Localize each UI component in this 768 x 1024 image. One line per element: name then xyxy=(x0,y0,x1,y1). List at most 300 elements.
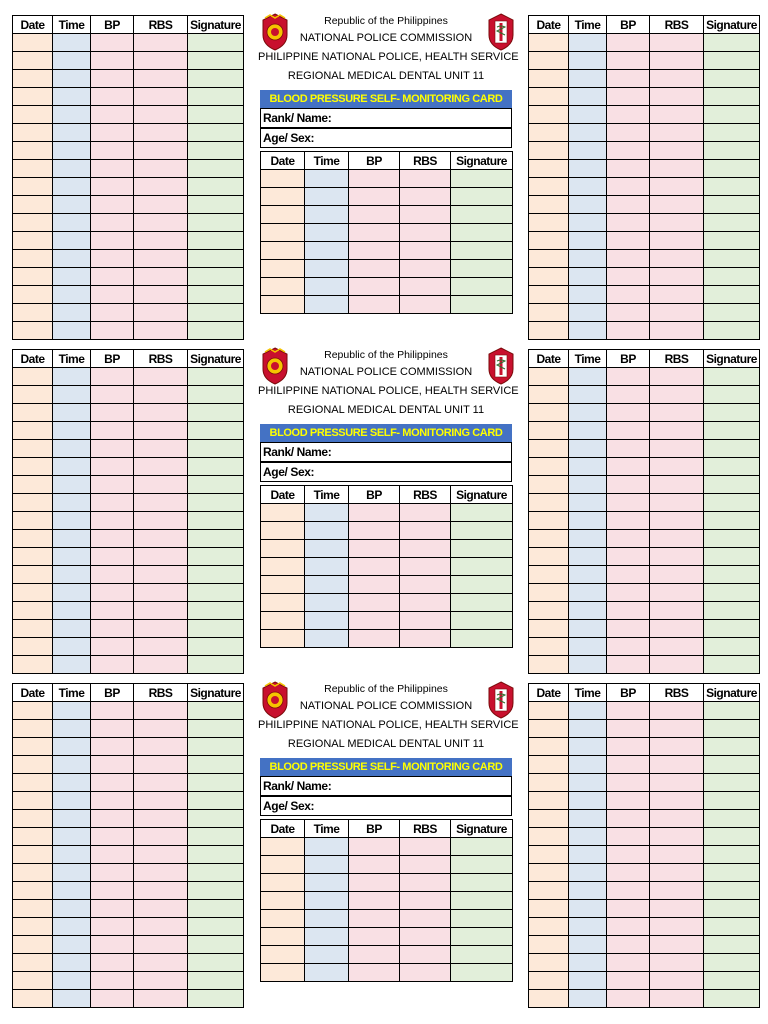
cell-sig[interactable] xyxy=(704,106,760,124)
cell-bp[interactable] xyxy=(349,630,400,648)
cell-sig[interactable] xyxy=(704,548,760,566)
cell-date[interactable] xyxy=(13,178,53,196)
cell-rbs[interactable] xyxy=(650,738,704,756)
cell-bp[interactable] xyxy=(349,224,400,242)
cell-rbs[interactable] xyxy=(134,530,188,548)
cell-time[interactable] xyxy=(569,34,607,52)
cell-date[interactable] xyxy=(529,702,569,720)
cell-sig[interactable] xyxy=(188,286,244,304)
cell-bp[interactable] xyxy=(607,178,650,196)
cell-time[interactable] xyxy=(305,206,349,224)
cell-time[interactable] xyxy=(53,494,91,512)
cell-bp[interactable] xyxy=(607,638,650,656)
cell-rbs[interactable] xyxy=(134,900,188,918)
cell-date[interactable] xyxy=(261,612,305,630)
cell-date[interactable] xyxy=(261,522,305,540)
cell-time[interactable] xyxy=(569,386,607,404)
cell-rbs[interactable] xyxy=(400,910,451,928)
cell-bp[interactable] xyxy=(607,602,650,620)
cell-sig[interactable] xyxy=(188,846,244,864)
cell-rbs[interactable] xyxy=(650,954,704,972)
cell-time[interactable] xyxy=(305,630,349,648)
cell-date[interactable] xyxy=(529,178,569,196)
cell-time[interactable] xyxy=(53,792,91,810)
cell-bp[interactable] xyxy=(349,594,400,612)
cell-sig[interactable] xyxy=(704,196,760,214)
cell-date[interactable] xyxy=(261,540,305,558)
cell-date[interactable] xyxy=(13,494,53,512)
cell-rbs[interactable] xyxy=(650,88,704,106)
cell-bp[interactable] xyxy=(91,810,134,828)
cell-rbs[interactable] xyxy=(134,286,188,304)
cell-sig[interactable] xyxy=(188,494,244,512)
cell-sig[interactable] xyxy=(704,422,760,440)
cell-rbs[interactable] xyxy=(134,774,188,792)
cell-bp[interactable] xyxy=(349,964,400,982)
cell-time[interactable] xyxy=(569,792,607,810)
cell-bp[interactable] xyxy=(607,512,650,530)
cell-bp[interactable] xyxy=(607,106,650,124)
cell-bp[interactable] xyxy=(91,440,134,458)
cell-date[interactable] xyxy=(13,620,53,638)
cell-bp[interactable] xyxy=(607,846,650,864)
cell-date[interactable] xyxy=(529,656,569,674)
cell-bp[interactable] xyxy=(607,142,650,160)
cell-time[interactable] xyxy=(53,304,91,322)
cell-date[interactable] xyxy=(13,738,53,756)
cell-bp[interactable] xyxy=(91,404,134,422)
cell-date[interactable] xyxy=(529,864,569,882)
cell-bp[interactable] xyxy=(91,530,134,548)
cell-sig[interactable] xyxy=(451,206,513,224)
cell-date[interactable] xyxy=(529,70,569,88)
cell-date[interactable] xyxy=(13,828,53,846)
cell-date[interactable] xyxy=(13,584,53,602)
cell-rbs[interactable] xyxy=(650,268,704,286)
cell-time[interactable] xyxy=(569,458,607,476)
age-sex-field[interactable]: Age/ Sex: xyxy=(260,462,512,482)
cell-bp[interactable] xyxy=(607,124,650,142)
cell-time[interactable] xyxy=(569,160,607,178)
cell-bp[interactable] xyxy=(91,304,134,322)
cell-time[interactable] xyxy=(53,738,91,756)
cell-bp[interactable] xyxy=(607,972,650,990)
cell-rbs[interactable] xyxy=(134,304,188,322)
cell-rbs[interactable] xyxy=(650,882,704,900)
cell-date[interactable] xyxy=(261,964,305,982)
cell-bp[interactable] xyxy=(607,34,650,52)
cell-bp[interactable] xyxy=(607,792,650,810)
cell-bp[interactable] xyxy=(607,756,650,774)
cell-date[interactable] xyxy=(13,404,53,422)
cell-date[interactable] xyxy=(529,936,569,954)
cell-time[interactable] xyxy=(305,522,349,540)
cell-rbs[interactable] xyxy=(400,278,451,296)
cell-sig[interactable] xyxy=(188,720,244,738)
cell-time[interactable] xyxy=(569,602,607,620)
cell-date[interactable] xyxy=(529,422,569,440)
cell-time[interactable] xyxy=(305,278,349,296)
cell-rbs[interactable] xyxy=(400,504,451,522)
cell-date[interactable] xyxy=(13,702,53,720)
cell-date[interactable] xyxy=(13,602,53,620)
cell-time[interactable] xyxy=(569,52,607,70)
cell-sig[interactable] xyxy=(188,386,244,404)
cell-rbs[interactable] xyxy=(400,946,451,964)
cell-date[interactable] xyxy=(261,838,305,856)
cell-bp[interactable] xyxy=(91,368,134,386)
cell-sig[interactable] xyxy=(704,512,760,530)
cell-time[interactable] xyxy=(569,440,607,458)
cell-time[interactable] xyxy=(53,404,91,422)
cell-rbs[interactable] xyxy=(134,142,188,160)
cell-date[interactable] xyxy=(529,368,569,386)
cell-sig[interactable] xyxy=(704,530,760,548)
cell-bp[interactable] xyxy=(607,864,650,882)
cell-sig[interactable] xyxy=(451,260,513,278)
cell-bp[interactable] xyxy=(607,70,650,88)
cell-rbs[interactable] xyxy=(400,576,451,594)
cell-sig[interactable] xyxy=(704,738,760,756)
cell-date[interactable] xyxy=(13,34,53,52)
cell-sig[interactable] xyxy=(704,936,760,954)
cell-sig[interactable] xyxy=(451,946,513,964)
cell-time[interactable] xyxy=(569,106,607,124)
cell-date[interactable] xyxy=(13,250,53,268)
cell-bp[interactable] xyxy=(91,548,134,566)
cell-rbs[interactable] xyxy=(400,296,451,314)
cell-time[interactable] xyxy=(569,846,607,864)
cell-bp[interactable] xyxy=(607,584,650,602)
cell-rbs[interactable] xyxy=(650,404,704,422)
cell-rbs[interactable] xyxy=(650,548,704,566)
cell-bp[interactable] xyxy=(91,828,134,846)
cell-date[interactable] xyxy=(13,124,53,142)
cell-date[interactable] xyxy=(529,954,569,972)
cell-sig[interactable] xyxy=(704,322,760,340)
cell-bp[interactable] xyxy=(91,936,134,954)
cell-time[interactable] xyxy=(53,476,91,494)
cell-time[interactable] xyxy=(569,702,607,720)
cell-time[interactable] xyxy=(569,286,607,304)
cell-bp[interactable] xyxy=(349,928,400,946)
cell-time[interactable] xyxy=(305,224,349,242)
cell-rbs[interactable] xyxy=(650,846,704,864)
cell-bp[interactable] xyxy=(91,322,134,340)
cell-sig[interactable] xyxy=(704,458,760,476)
cell-bp[interactable] xyxy=(607,404,650,422)
cell-bp[interactable] xyxy=(91,124,134,142)
cell-bp[interactable] xyxy=(607,530,650,548)
cell-time[interactable] xyxy=(53,106,91,124)
cell-date[interactable] xyxy=(529,620,569,638)
cell-date[interactable] xyxy=(13,990,53,1008)
cell-time[interactable] xyxy=(53,566,91,584)
cell-rbs[interactable] xyxy=(134,476,188,494)
cell-sig[interactable] xyxy=(704,602,760,620)
cell-date[interactable] xyxy=(529,602,569,620)
cell-rbs[interactable] xyxy=(134,602,188,620)
cell-date[interactable] xyxy=(529,88,569,106)
cell-time[interactable] xyxy=(569,304,607,322)
cell-date[interactable] xyxy=(261,910,305,928)
cell-bp[interactable] xyxy=(607,368,650,386)
cell-bp[interactable] xyxy=(607,196,650,214)
cell-date[interactable] xyxy=(529,810,569,828)
cell-time[interactable] xyxy=(569,972,607,990)
cell-time[interactable] xyxy=(53,196,91,214)
cell-date[interactable] xyxy=(529,124,569,142)
cell-date[interactable] xyxy=(529,440,569,458)
cell-sig[interactable] xyxy=(704,756,760,774)
cell-rbs[interactable] xyxy=(134,88,188,106)
cell-rbs[interactable] xyxy=(650,702,704,720)
cell-time[interactable] xyxy=(569,774,607,792)
cell-time[interactable] xyxy=(305,838,349,856)
cell-bp[interactable] xyxy=(607,214,650,232)
cell-sig[interactable] xyxy=(188,52,244,70)
cell-time[interactable] xyxy=(53,864,91,882)
cell-rbs[interactable] xyxy=(134,196,188,214)
cell-bp[interactable] xyxy=(91,972,134,990)
cell-date[interactable] xyxy=(529,214,569,232)
cell-sig[interactable] xyxy=(188,196,244,214)
cell-rbs[interactable] xyxy=(400,874,451,892)
cell-date[interactable] xyxy=(13,846,53,864)
cell-bp[interactable] xyxy=(91,214,134,232)
cell-time[interactable] xyxy=(53,34,91,52)
cell-time[interactable] xyxy=(569,422,607,440)
cell-time[interactable] xyxy=(305,558,349,576)
cell-rbs[interactable] xyxy=(650,494,704,512)
cell-date[interactable] xyxy=(13,268,53,286)
rank-name-field[interactable]: Rank/ Name: xyxy=(260,108,512,128)
cell-date[interactable] xyxy=(529,792,569,810)
cell-rbs[interactable] xyxy=(650,810,704,828)
cell-rbs[interactable] xyxy=(400,964,451,982)
cell-date[interactable] xyxy=(529,106,569,124)
cell-time[interactable] xyxy=(53,142,91,160)
cell-sig[interactable] xyxy=(704,656,760,674)
cell-bp[interactable] xyxy=(91,142,134,160)
cell-date[interactable] xyxy=(261,946,305,964)
cell-rbs[interactable] xyxy=(134,566,188,584)
cell-rbs[interactable] xyxy=(134,512,188,530)
cell-sig[interactable] xyxy=(704,638,760,656)
cell-rbs[interactable] xyxy=(650,602,704,620)
cell-bp[interactable] xyxy=(607,882,650,900)
rank-name-field[interactable]: Rank/ Name: xyxy=(260,442,512,462)
cell-time[interactable] xyxy=(569,322,607,340)
cell-rbs[interactable] xyxy=(400,594,451,612)
cell-sig[interactable] xyxy=(704,286,760,304)
cell-bp[interactable] xyxy=(91,286,134,304)
cell-bp[interactable] xyxy=(91,620,134,638)
cell-sig[interactable] xyxy=(704,774,760,792)
cell-sig[interactable] xyxy=(188,458,244,476)
cell-sig[interactable] xyxy=(188,738,244,756)
cell-bp[interactable] xyxy=(349,892,400,910)
cell-sig[interactable] xyxy=(704,990,760,1008)
cell-rbs[interactable] xyxy=(134,368,188,386)
cell-date[interactable] xyxy=(13,304,53,322)
cell-sig[interactable] xyxy=(188,530,244,548)
cell-sig[interactable] xyxy=(188,142,244,160)
cell-rbs[interactable] xyxy=(134,846,188,864)
cell-time[interactable] xyxy=(569,250,607,268)
cell-date[interactable] xyxy=(529,386,569,404)
cell-bp[interactable] xyxy=(607,386,650,404)
cell-time[interactable] xyxy=(53,602,91,620)
cell-bp[interactable] xyxy=(91,792,134,810)
cell-time[interactable] xyxy=(569,936,607,954)
cell-date[interactable] xyxy=(529,268,569,286)
cell-bp[interactable] xyxy=(607,286,650,304)
cell-time[interactable] xyxy=(569,638,607,656)
cell-date[interactable] xyxy=(13,566,53,584)
cell-sig[interactable] xyxy=(188,756,244,774)
cell-time[interactable] xyxy=(569,828,607,846)
cell-rbs[interactable] xyxy=(134,620,188,638)
cell-sig[interactable] xyxy=(188,322,244,340)
cell-bp[interactable] xyxy=(91,990,134,1008)
cell-bp[interactable] xyxy=(349,188,400,206)
cell-rbs[interactable] xyxy=(650,286,704,304)
cell-rbs[interactable] xyxy=(134,990,188,1008)
cell-date[interactable] xyxy=(529,756,569,774)
cell-time[interactable] xyxy=(53,638,91,656)
cell-sig[interactable] xyxy=(188,792,244,810)
cell-bp[interactable] xyxy=(349,296,400,314)
cell-time[interactable] xyxy=(569,954,607,972)
cell-date[interactable] xyxy=(529,286,569,304)
cell-rbs[interactable] xyxy=(134,828,188,846)
cell-time[interactable] xyxy=(569,720,607,738)
cell-date[interactable] xyxy=(529,142,569,160)
cell-sig[interactable] xyxy=(704,846,760,864)
cell-rbs[interactable] xyxy=(134,738,188,756)
cell-rbs[interactable] xyxy=(400,612,451,630)
cell-date[interactable] xyxy=(261,260,305,278)
age-sex-field[interactable]: Age/ Sex: xyxy=(260,796,512,816)
cell-sig[interactable] xyxy=(188,304,244,322)
cell-sig[interactable] xyxy=(704,972,760,990)
cell-sig[interactable] xyxy=(188,124,244,142)
cell-bp[interactable] xyxy=(349,540,400,558)
cell-rbs[interactable] xyxy=(650,232,704,250)
cell-sig[interactable] xyxy=(704,918,760,936)
cell-rbs[interactable] xyxy=(650,196,704,214)
cell-time[interactable] xyxy=(305,576,349,594)
cell-bp[interactable] xyxy=(91,160,134,178)
rank-name-field[interactable]: Rank/ Name: xyxy=(260,776,512,796)
cell-time[interactable] xyxy=(305,260,349,278)
cell-sig[interactable] xyxy=(451,504,513,522)
cell-sig[interactable] xyxy=(188,584,244,602)
cell-time[interactable] xyxy=(569,566,607,584)
cell-bp[interactable] xyxy=(91,738,134,756)
cell-sig[interactable] xyxy=(451,928,513,946)
cell-bp[interactable] xyxy=(607,620,650,638)
cell-time[interactable] xyxy=(53,882,91,900)
cell-date[interactable] xyxy=(529,548,569,566)
age-sex-field[interactable]: Age/ Sex: xyxy=(260,128,512,148)
cell-rbs[interactable] xyxy=(650,530,704,548)
cell-sig[interactable] xyxy=(188,864,244,882)
cell-rbs[interactable] xyxy=(134,792,188,810)
cell-bp[interactable] xyxy=(349,522,400,540)
cell-rbs[interactable] xyxy=(134,124,188,142)
cell-date[interactable] xyxy=(261,206,305,224)
cell-sig[interactable] xyxy=(188,214,244,232)
cell-time[interactable] xyxy=(53,232,91,250)
cell-time[interactable] xyxy=(53,160,91,178)
cell-sig[interactable] xyxy=(451,910,513,928)
cell-rbs[interactable] xyxy=(134,918,188,936)
cell-sig[interactable] xyxy=(188,512,244,530)
cell-date[interactable] xyxy=(529,232,569,250)
cell-time[interactable] xyxy=(569,368,607,386)
cell-rbs[interactable] xyxy=(134,440,188,458)
cell-sig[interactable] xyxy=(704,34,760,52)
cell-time[interactable] xyxy=(305,242,349,260)
cell-rbs[interactable] xyxy=(650,756,704,774)
cell-time[interactable] xyxy=(569,494,607,512)
cell-bp[interactable] xyxy=(91,656,134,674)
cell-time[interactable] xyxy=(53,954,91,972)
cell-rbs[interactable] xyxy=(650,106,704,124)
cell-date[interactable] xyxy=(529,404,569,422)
cell-time[interactable] xyxy=(305,594,349,612)
cell-time[interactable] xyxy=(53,702,91,720)
cell-rbs[interactable] xyxy=(134,70,188,88)
cell-rbs[interactable] xyxy=(134,386,188,404)
cell-rbs[interactable] xyxy=(400,892,451,910)
cell-sig[interactable] xyxy=(188,702,244,720)
cell-time[interactable] xyxy=(53,584,91,602)
cell-bp[interactable] xyxy=(607,232,650,250)
cell-date[interactable] xyxy=(529,458,569,476)
cell-bp[interactable] xyxy=(607,440,650,458)
cell-bp[interactable] xyxy=(607,322,650,340)
cell-sig[interactable] xyxy=(704,584,760,602)
cell-date[interactable] xyxy=(13,142,53,160)
cell-time[interactable] xyxy=(569,196,607,214)
cell-bp[interactable] xyxy=(349,838,400,856)
cell-time[interactable] xyxy=(305,612,349,630)
cell-bp[interactable] xyxy=(91,702,134,720)
cell-time[interactable] xyxy=(53,810,91,828)
cell-bp[interactable] xyxy=(91,232,134,250)
cell-rbs[interactable] xyxy=(650,900,704,918)
cell-rbs[interactable] xyxy=(134,864,188,882)
cell-bp[interactable] xyxy=(91,512,134,530)
cell-rbs[interactable] xyxy=(134,756,188,774)
cell-sig[interactable] xyxy=(704,720,760,738)
cell-rbs[interactable] xyxy=(134,214,188,232)
cell-sig[interactable] xyxy=(188,566,244,584)
cell-bp[interactable] xyxy=(91,476,134,494)
cell-rbs[interactable] xyxy=(650,828,704,846)
cell-rbs[interactable] xyxy=(650,774,704,792)
cell-bp[interactable] xyxy=(607,900,650,918)
cell-date[interactable] xyxy=(13,422,53,440)
cell-rbs[interactable] xyxy=(650,70,704,88)
cell-rbs[interactable] xyxy=(134,52,188,70)
cell-sig[interactable] xyxy=(188,422,244,440)
cell-time[interactable] xyxy=(305,964,349,982)
cell-rbs[interactable] xyxy=(400,928,451,946)
